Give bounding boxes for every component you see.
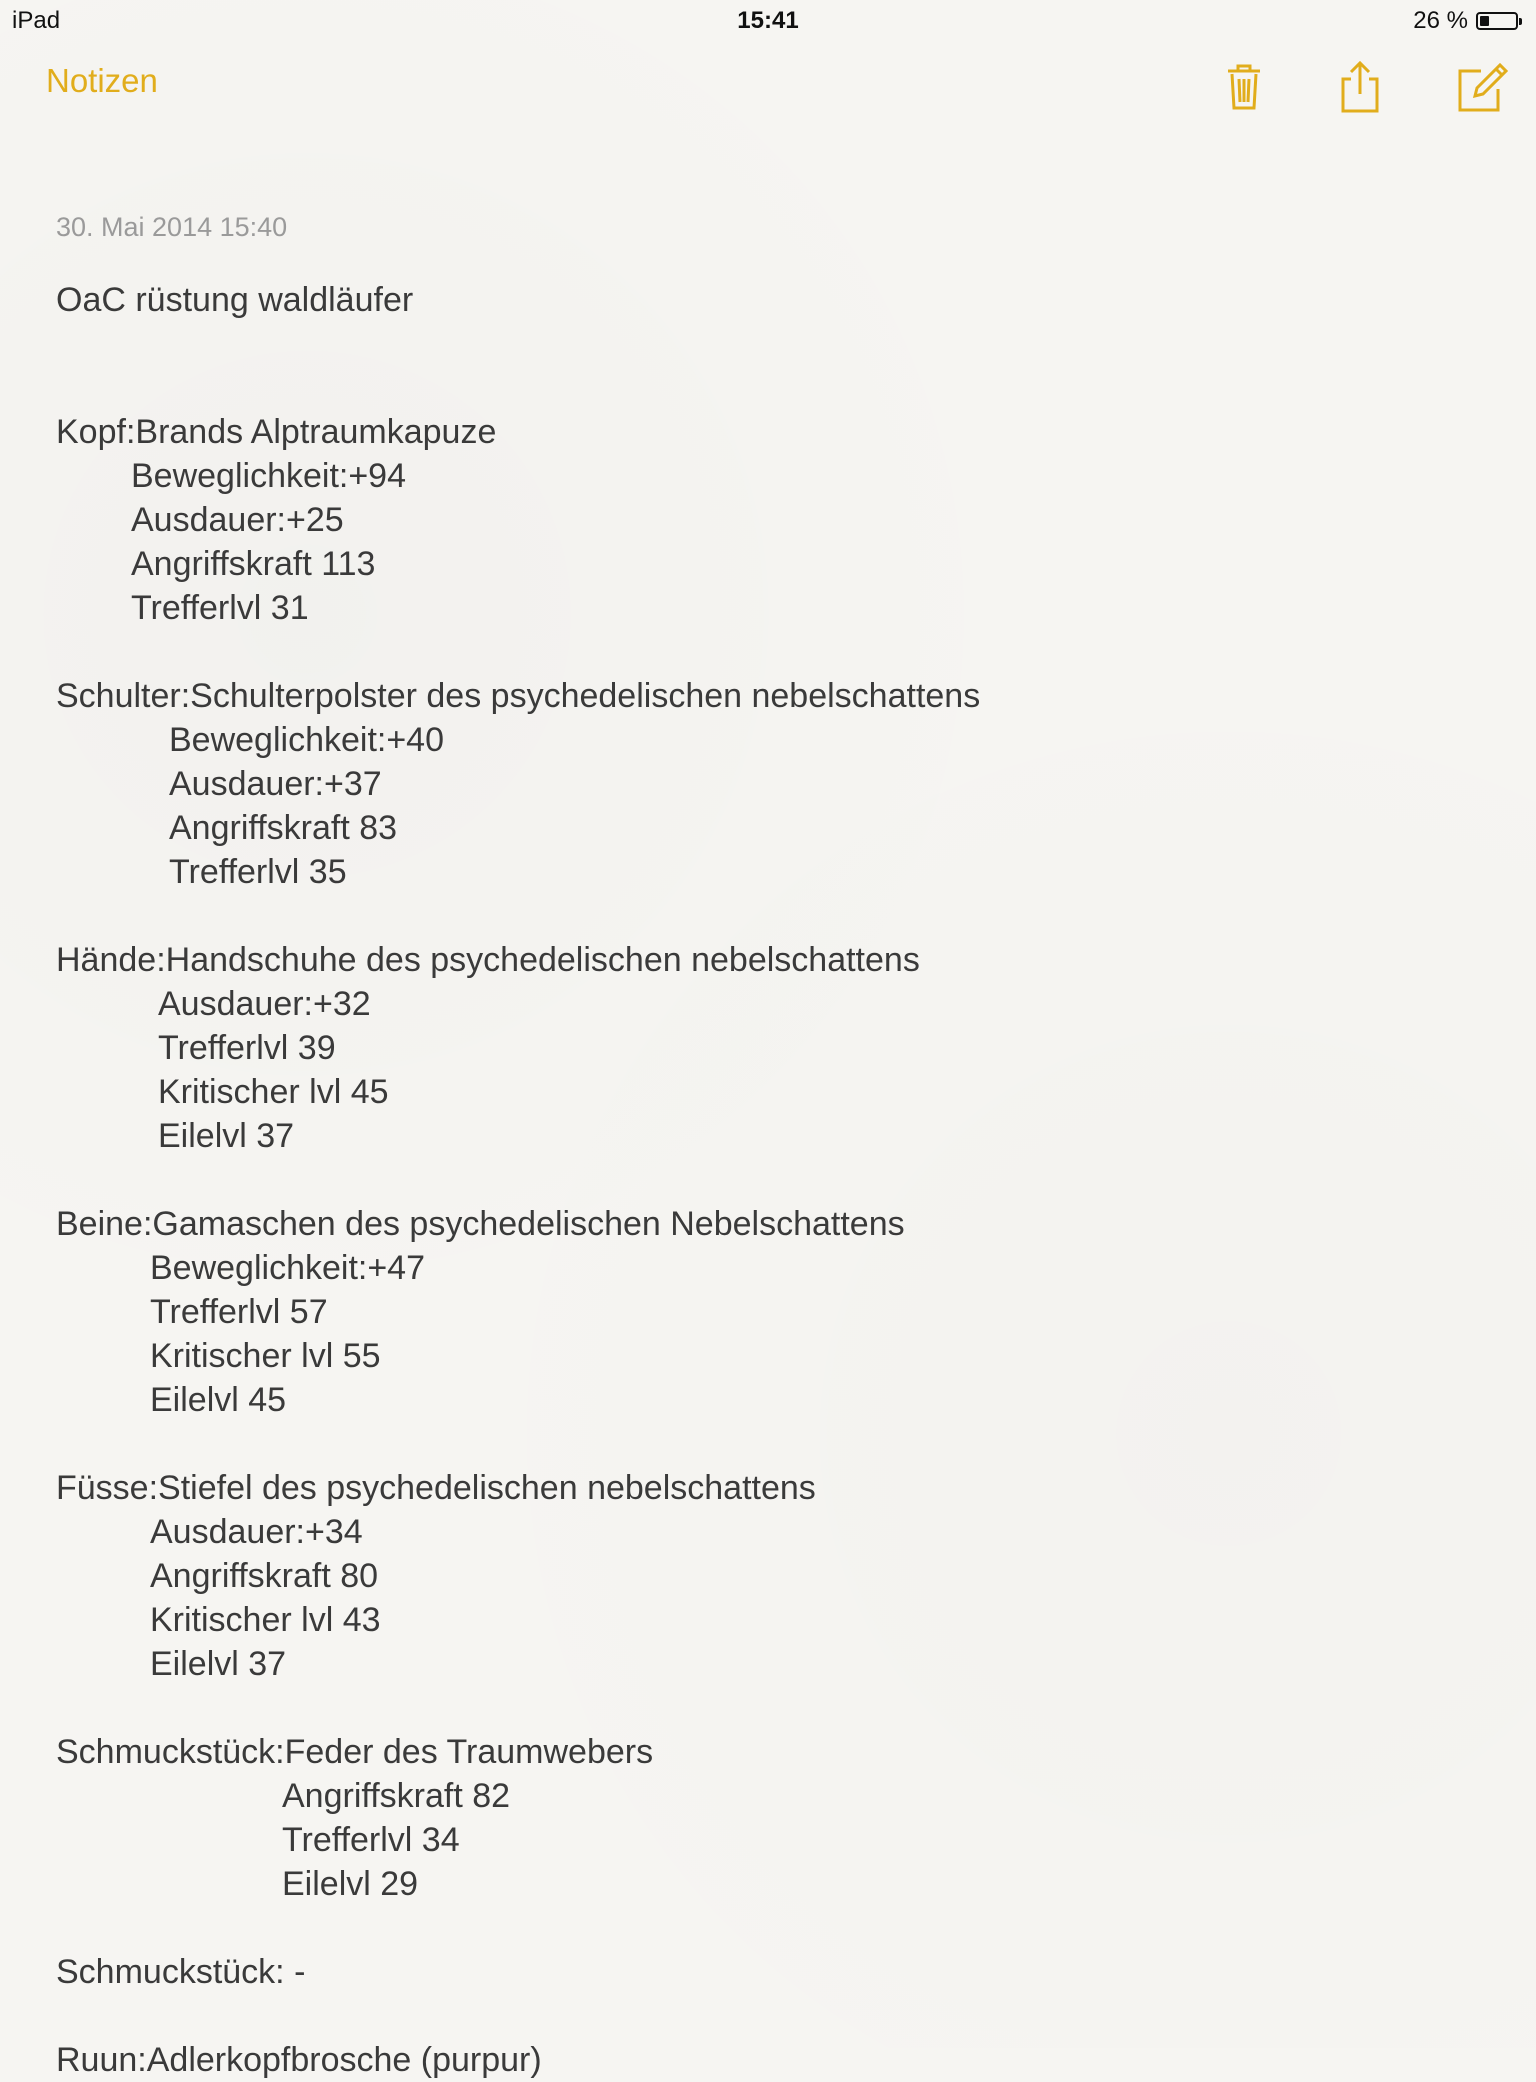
- battery-percent: 26 %: [1413, 7, 1468, 34]
- status-bar: [0, 0, 1536, 40]
- battery-status: [1413, 7, 1518, 35]
- stat-line: Eilelvl 37: [150, 1645, 287, 1683]
- stat-line: Ausdauer:+37: [169, 765, 382, 803]
- note-section: [56, 938, 1486, 1158]
- stat-line: Angriffskraft 113: [131, 545, 376, 583]
- stat-line: Ausdauer:+32: [158, 985, 371, 1023]
- cut-off-line: Ruun:Adlerkopfbrosche (purpur): [56, 2041, 542, 2079]
- note-date: 30. Mai 2014 15:40: [56, 212, 288, 242]
- stat-line: Kritischer lvl 55: [150, 1337, 381, 1375]
- stat-line: Kritischer lvl 45: [158, 1073, 389, 1111]
- note-title: OaC rüstung waldläufer: [56, 281, 414, 319]
- stat-line: Trefferlvl 39: [158, 1029, 336, 1067]
- section-heading: Beine:Gamaschen des psychedelischen Nebelschattens: [56, 1205, 905, 1243]
- section-heading: Füsse:Stiefel des psychedelischen nebelschattens: [56, 1469, 816, 1507]
- battery-fill: [1480, 16, 1489, 26]
- section-heading: Schulter:Schulterpolster des psychedelischen nebelschattens: [56, 677, 981, 715]
- stat-line: Trefferlvl 35: [169, 853, 347, 891]
- notes-back-button[interactable]: Notizen: [46, 62, 158, 99]
- stat-line: Eilelvl 37: [158, 1117, 295, 1155]
- share-icon[interactable]: [1330, 56, 1390, 116]
- stat-line: Trefferlvl 31: [131, 589, 309, 627]
- section-heading: Schmuckstück:Feder des Traumwebers: [56, 1733, 654, 1771]
- stat-line: Angriffskraft 83: [169, 809, 398, 847]
- note-section: [56, 1202, 1486, 1422]
- battery-icon: [1476, 12, 1518, 30]
- stat-line: Kritischer lvl 43: [150, 1601, 381, 1639]
- note-section: [56, 1730, 1486, 1906]
- stat-line: Trefferlvl 57: [150, 1293, 328, 1331]
- stat-line: Angriffskraft 80: [150, 1557, 379, 1595]
- note-content[interactable]: [56, 210, 1486, 2082]
- note-section: [56, 410, 1486, 630]
- stat-line: Ausdauer:+25: [131, 501, 344, 539]
- section-heading: Hände:Handschuhe des psychedelischen nebelschattens: [56, 941, 920, 979]
- stat-line: Trefferlvl 34: [282, 1821, 460, 1859]
- section-heading: Schmuckstück: -: [56, 1953, 306, 1991]
- trash-icon[interactable]: [1214, 56, 1274, 116]
- stat-line: Beweglichkeit:+47: [150, 1249, 426, 1287]
- note-section: [56, 1466, 1486, 1686]
- compose-icon[interactable]: [1450, 56, 1510, 116]
- device-label: iPad: [12, 7, 61, 34]
- status-time: 15:41: [737, 7, 799, 34]
- note-section: [56, 674, 1486, 894]
- stat-line: Beweglichkeit:+40: [169, 721, 445, 759]
- section-heading: Kopf:Brands Alptraumkapuze: [56, 413, 497, 451]
- stat-line: Ausdauer:+34: [150, 1513, 363, 1551]
- note-section: [56, 1950, 1486, 1994]
- stat-line: Angriffskraft 82: [282, 1777, 511, 1815]
- stat-line: Eilelvl 29: [282, 1865, 419, 1903]
- nav-bar: [0, 40, 1536, 130]
- stat-line: Beweglichkeit:+94: [131, 457, 407, 495]
- stat-line: Eilelvl 45: [150, 1381, 287, 1419]
